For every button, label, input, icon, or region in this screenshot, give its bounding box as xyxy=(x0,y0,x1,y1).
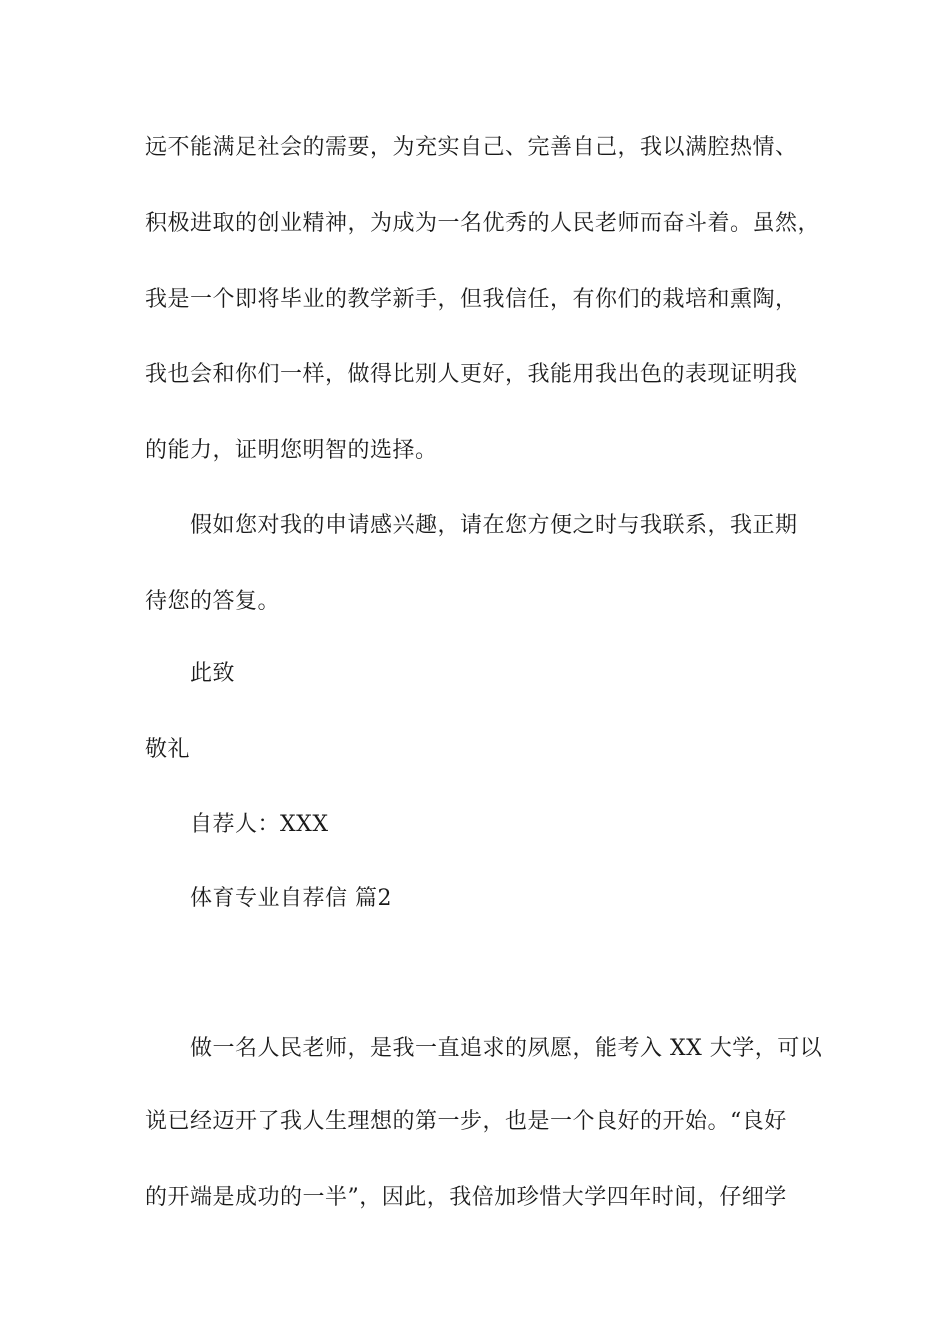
paragraph-line: 我是一个即将毕业的教学新手，但我信任，有你们的栽培和熏陶， xyxy=(145,287,798,312)
paragraph-line: 假如您对我的申请感兴趣，请在您方便之时与我联系，我正期 xyxy=(190,513,798,538)
paragraph-line: 我也会和你们一样，做得比别人更好，我能用我出色的表现证明我 xyxy=(145,362,798,387)
paragraph-line: 的开端是成功的一半”，因此，我倍加珍惜大学四年时间，仔细学 xyxy=(145,1185,787,1210)
signature-line: 自荐人：XXX xyxy=(190,812,329,837)
paragraph-line: 说已经迈开了我人生理想的第一步，也是一个良好的开始。“良好 xyxy=(145,1109,787,1134)
salutation-closing: 此致 xyxy=(190,661,236,686)
paragraph-line: 积极进取的创业精神，为成为一名优秀的人民老师而奋斗着。虽然， xyxy=(145,211,821,236)
paragraph-line: 待您的答复。 xyxy=(145,589,281,614)
section-heading: 体育专业自荐信 篇2 xyxy=(190,886,392,911)
salutation-regards: 敬礼 xyxy=(145,737,191,762)
paragraph-line: 做一名人民老师，是我一直追求的夙愿，能考入 XX 大学，可以 xyxy=(190,1036,823,1061)
paragraph-line: 的能力，证明您明智的选择。 xyxy=(145,438,438,463)
paragraph-line: 远不能满足社会的需要，为充实自己、完善自己，我以满腔热情、 xyxy=(145,135,798,160)
